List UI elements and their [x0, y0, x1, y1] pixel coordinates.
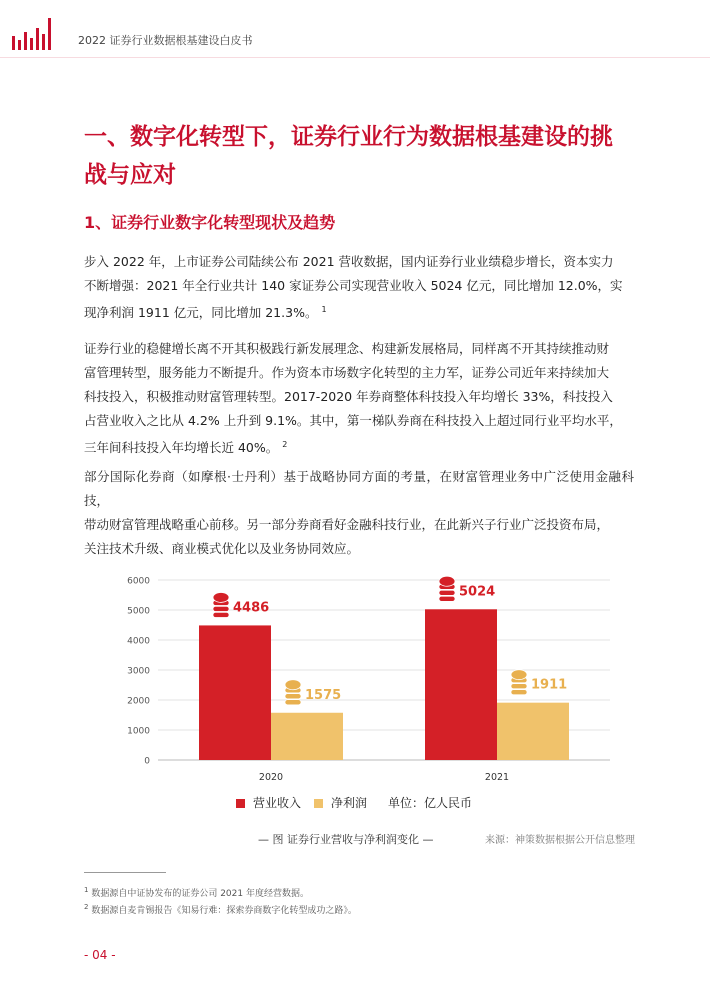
coin-stack-icon [285, 700, 301, 705]
section-title [84, 118, 644, 194]
bar-profit [497, 703, 569, 760]
legend-swatch-revenue [236, 799, 245, 808]
section-title-line-1: 一、数字化转型下，证券行业行为数据根基建设的挑 [84, 124, 613, 150]
paragraph-2-line: 证券行业的稳健增长离不开其积极践行新发展理念、构建新发展格局，同样离不开其持续推动财 [84, 341, 610, 356]
x-tick-label: 2020 [258, 772, 284, 783]
paragraph-2-line: 占营业收入之比从 4.2% 上升到 9.1%。其中，第一梯队券商在科技投入上超过同行业平均水平， [84, 413, 622, 428]
data-label: 5024 [459, 584, 496, 600]
y-tick-label: 6000 [127, 576, 150, 587]
paragraph-1-line: 步入 2022 年，上市证券公司陆续公布 2021 营收数据，国内证券行业业绩稳步增长，资本实力 [84, 254, 614, 269]
paragraph-3-line: 关注技术升级、商业模式优化以及业务协同效应。 [84, 541, 360, 556]
y-tick-label: 3000 [127, 666, 150, 677]
header-title: 2022 证券行业数据根基建设白皮书 [78, 34, 253, 47]
footnote-divider [84, 872, 166, 873]
legend-revenue: 营业收入 [236, 794, 301, 811]
y-tick-label: 2000 [127, 696, 150, 707]
data-label: 4486 [233, 600, 270, 616]
paragraph-2 [84, 337, 634, 460]
paragraph-3-line: 部分国际化券商（如摩根·士丹利）基于战略协同方面的考量，在财富管理业务中广泛使用金融科技， [84, 469, 634, 508]
coin-stack-icon [511, 684, 527, 689]
coin-stack-icon [213, 612, 229, 617]
data-label: 1575 [305, 687, 342, 703]
legend-profit: 净利润 [314, 794, 367, 811]
paragraph-1 [84, 250, 634, 325]
coin-stack-icon [285, 694, 301, 699]
legend-swatch-profit [314, 799, 323, 808]
coin-stack-icon [439, 596, 455, 601]
header-divider [0, 57, 710, 58]
bar-revenue [425, 609, 497, 760]
figure-source: 来源：神策数据根据公开信息整理 [485, 835, 635, 846]
page-number: - 04 - [84, 948, 116, 962]
coin-stack-icon [285, 680, 301, 690]
coin-stack-icon [439, 590, 455, 595]
footnote-1: $^1$ 数据源自中证协发布的证券公司 2021 年度经营数据。 [84, 886, 309, 899]
paragraph-2-line: 三年间科技投入年均增长近 40%。 $^2$ [84, 440, 288, 456]
x-tick-label: 2021 [484, 772, 510, 783]
section-title-line-2: 战与应对 [84, 162, 176, 188]
subsection-title: 1、证券行业数字化转型现状及趋势 [84, 213, 336, 232]
coin-stack-icon [511, 670, 527, 680]
footnote-ref-2[interactable]: 2 [282, 440, 288, 449]
data-label: 1911 [531, 677, 568, 693]
coin-stack-icon [439, 576, 455, 586]
paragraph-2-line: 科技投入，积极推动财富管理转型。2017-2020 年券商整体科技投入年均增长 33%，科技投入 [84, 389, 613, 404]
coin-stack-icon [213, 606, 229, 611]
coin-stack-icon [511, 690, 527, 695]
bar-revenue [199, 625, 271, 760]
paragraph-3 [84, 465, 634, 561]
brand-bars-logo [10, 14, 70, 54]
paragraph-3-line: 带动财富管理战略重心前移。另一部分券商看好金融科技行业，在此新兴子行业广泛投资布局， [84, 517, 610, 532]
paragraph-1-line: 不断增强：2021 年全行业共计 140 家证券公司实现营业收入 5024 亿元，同比增加 12.0%，实 [84, 278, 623, 293]
paragraph-2-line: 富管理转型，服务能力不断提升。作为资本市场数字化转型的主力军，证券公司近年来持续加大 [84, 365, 610, 380]
revenue-profit-bar-chart [90, 565, 630, 815]
y-tick-label: 0 [144, 756, 150, 767]
footnote-2: $^2$ 数据源自麦肯锡报告《知易行难：探索券商数字化转型成功之路》。 [84, 903, 357, 916]
y-tick-label: 1000 [127, 726, 150, 737]
figure-caption: — 图 证券行业营收与净利润变化 — [258, 833, 434, 846]
y-tick-label: 4000 [127, 636, 150, 647]
bar-profit [271, 713, 343, 760]
paragraph-1-line: 现净利润 1911 亿元，同比增加 21.3%。 $^1$ [84, 305, 327, 321]
y-tick-label: 5000 [127, 606, 150, 617]
legend-unit: 单位：亿人民币 [388, 796, 473, 810]
coin-stack-icon [213, 592, 229, 602]
footnote-ref-1[interactable]: 1 [321, 305, 327, 314]
